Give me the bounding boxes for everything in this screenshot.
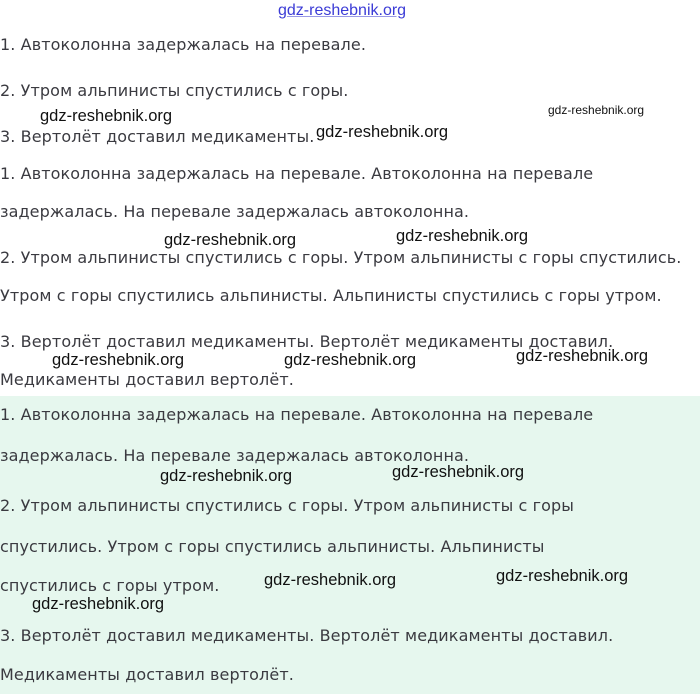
watermark: gdz-reshebnik.org (548, 103, 645, 117)
watermark: gdz-reshebnik.org (40, 107, 173, 125)
task-sentence-3: 3. Вертолёт доставил медикаменты. (0, 127, 315, 146)
watermark: gdz-reshebnik.org (160, 467, 293, 485)
task-sentence-1: 1. Автоколонна задержалась на перевале. (0, 35, 367, 54)
watermark: gdz-reshebnik.org (316, 123, 449, 141)
answer-line: Медикаменты доставил вертолёт. (0, 665, 294, 684)
variant-line: Медикаменты доставил вертолёт. (0, 370, 294, 389)
site-header-link[interactable]: gdz-reshebnik.org (278, 2, 407, 19)
watermark: gdz-reshebnik.org (516, 347, 649, 365)
watermark: gdz-reshebnik.org (264, 571, 397, 589)
watermark: gdz-reshebnik.org (284, 351, 417, 369)
watermark: gdz-reshebnik.org (52, 351, 185, 369)
variant-line: 1. Автоколонна задержалась на перевале. Автоколонна на перевале (0, 164, 594, 183)
watermark: gdz-reshebnik.org (32, 595, 165, 613)
answer-line: спустились с горы утром. (0, 576, 220, 595)
watermark: gdz-reshebnik.org (164, 231, 297, 249)
answer-line: 3. Вертолёт доставил медикаменты. Вертолёт медикаменты доставил. (0, 626, 614, 645)
answer-line: 1. Автоколонна задержалась на перевале. Автоколонна на перевале (0, 405, 594, 424)
watermark: gdz-reshebnik.org (396, 227, 529, 245)
answer-line: спустились. Утром с горы спустились альпинисты. Альпинисты (0, 537, 545, 556)
watermark: gdz-reshebnik.org (496, 567, 629, 585)
variant-line: Утром с горы спустились альпинисты. Альпинисты спустились с горы утром. (0, 286, 662, 305)
variant-line: 2. Утром альпинисты спустились с горы. Утром альпинисты с горы спустились. (0, 248, 682, 267)
answer-line: 2. Утром альпинисты спустились с горы. Утром альпинисты с горы (0, 496, 575, 515)
variant-line: задержалась. На перевале задержалась автоколонна. (0, 202, 470, 221)
variant-line: 3. Вертолёт доставил медикаменты. Вертолёт медикаменты доставил. (0, 332, 614, 351)
watermark: gdz-reshebnik.org (392, 463, 525, 481)
task-sentence-2: 2. Утром альпинисты спустились с горы. (0, 81, 349, 100)
answer-line: задержалась. На перевале задержалась автоколонна. (0, 446, 470, 465)
